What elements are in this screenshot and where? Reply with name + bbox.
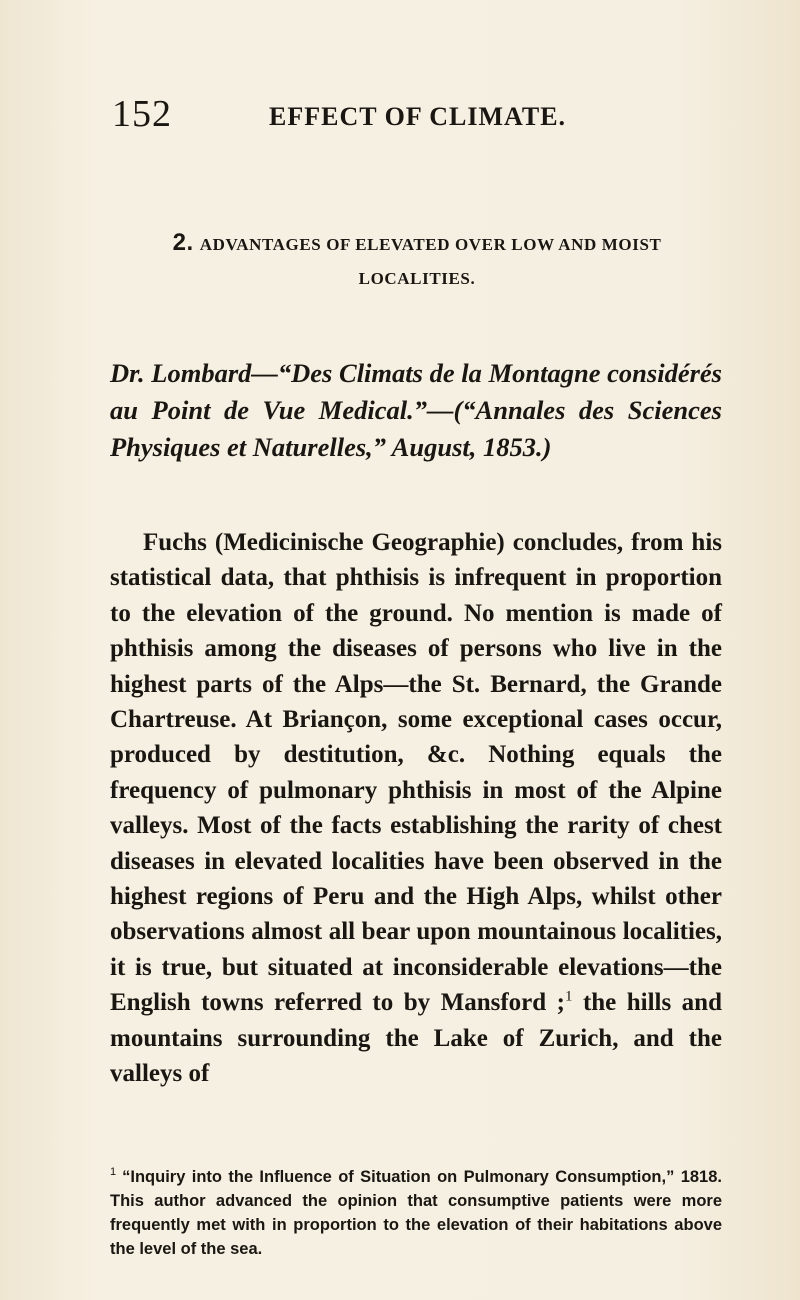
footnote (110, 1165, 722, 1261)
section-title: ADVANTAGES OF ELEVATED OVER LOW AND MOIST LOCALITIES. (199, 235, 662, 288)
running-head: EFFECT OF CLIMATE. (269, 102, 567, 131)
page-number: 152 (112, 93, 172, 135)
body-paragraph (110, 525, 722, 1092)
body-text-main: Fuchs (Medicinische Geographie) concludes, from his statistical data, that phthisis is infrequent in proportion to the elevation of the ground. No mention is made of phthisis among the diseases of persons who live in the highest parts of the Alps—the St. Bernard, the Grande Chartreuse. At Briançon, some exceptional cases occur, produced by destitution, &c. Nothing equals the frequency of pulmonary phthisis in most of the Alpine valleys. Most of the facts establishing the rarity of chest diseases in elevated localities have been observed in the highest regions of Peru and the High Alps, whilst other observations almost all bear upon mountainous localities, it is true, but situated at inconsiderable elevations—the English towns referred to by Mansford ; (110, 529, 722, 1017)
section-heading (112, 226, 722, 296)
page-header (112, 92, 700, 136)
bibliographic-reference: Dr. Lombard—“Des Climats de la Montagne considérés au Point de Vue Medical.”—(“Annales des Sciences Physiques et Naturelles,” August, 1853.) (110, 357, 722, 462)
footnote-reference: 1 (564, 988, 573, 1005)
footnote-text: “Inquiry into the Influence of Situation on Pulmonary Consumption,” 1818. This author advanced the opinion that consumptive patients were more frequently met with in proportion to the elevation of their habitations above the level of the sea. (110, 1167, 722, 1258)
body-text-continued: the hills and mountains surrounding the Lake of Zurich, and the valleys of (110, 989, 722, 1088)
section-number: 2. (172, 229, 194, 256)
footnote-marker: 1 (110, 1166, 117, 1178)
